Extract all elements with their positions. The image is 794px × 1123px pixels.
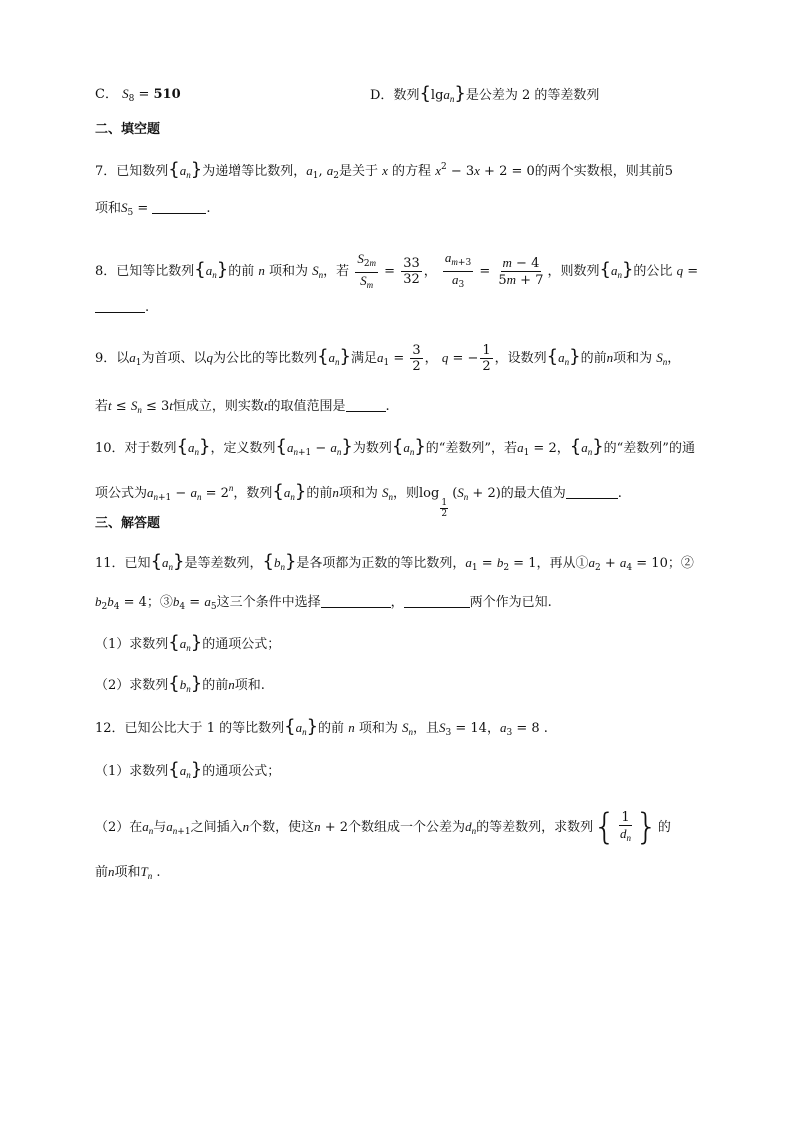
question-12-part-2: （2）在$a_n$与$a_{n+1}$之间插入n个数，使这n + 2个数组成一个公差为$d_n$的等差数列，求数列{ $\frac{1}{d_n}$ }的 bbox=[95, 806, 671, 848]
option-d: D．数列{lga$_n$}是公差为 2 的等差数列 bbox=[370, 83, 600, 104]
question-12-line-1: 12．已知公比大于 1 的等比数列$\{a_n\}$的前 n 项和为 $S_n$，且$S_3 = 14$，$a_3 = 8$ . bbox=[95, 716, 548, 738]
question-7-line-1: 7．已知数列$\{a_n\}$为递增等比数列，$a_1$, $a_2$是关于 x 的方程 $x^2 - 3x + 2 = 0$的两个实数根，则其前5 bbox=[95, 159, 674, 181]
question-8-line-1: 8．已知等比数列$\{a_n\}$的前 n 项和为 $S_n$，若 $\frac{S_{2m}}{S_m}$ = $\frac{33}{32}$ ， $\frac{a_{m+3}}{a_3}$ = $\frac{m - 4}{5m + 7}$ ，则数列$\{a_n\}$的公比 q = bbox=[95, 250, 699, 290]
question-12-line-3: 前n项和$T_n$ . bbox=[95, 864, 161, 881]
question-7-line-2: 项和$S_5$ = . bbox=[95, 200, 211, 218]
choice-blank-1[interactable] bbox=[321, 593, 391, 608]
answer-blank[interactable] bbox=[95, 298, 145, 313]
question-11-line-1: 11．已知$\{a_n\}$是等差数列，$\{b_n\}$是各项都为正数的等比数列，$a_1 = b_2 = 1$，再从$①a_2 + a_4 = 10$；② bbox=[95, 551, 694, 573]
question-11-part-2: （2）求数列$\{b_n\}$的前n项和. bbox=[95, 673, 265, 694]
choice-blank-2[interactable] bbox=[404, 593, 470, 608]
section-heading-solve: 三、解答题 bbox=[95, 516, 161, 531]
question-9-line-2: 若$t \le S_n \le 3t$恒成立，则实数t的取值范围是 . bbox=[95, 398, 390, 415]
question-10-line-2: 项公式为$a_{n+1} - a_n = 2^n$，数列$\{a_n\}$的前n项和为 $S_n$，则log $\frac{1}{2}$ $(S_n + 2)$的最大值为 . bbox=[95, 481, 622, 519]
answer-blank[interactable] bbox=[346, 397, 386, 412]
question-12-part-1: （1）求数列$\{a_n\}$的通项公式； bbox=[95, 759, 281, 780]
option-c: C． $S_8 = 510$ bbox=[95, 86, 181, 104]
question-11-part-1: （1）求数列$\{a_n\}$的通项公式； bbox=[95, 632, 281, 653]
question-11-line-2: $b_2b_4 = 4$；$③b_4 = a_5$这三个条件中选择 ， 两个作为已知. bbox=[95, 594, 552, 612]
question-8-line-2: . bbox=[95, 298, 149, 318]
section-heading-fill: 二、填空题 bbox=[95, 122, 161, 137]
question-9-line-1: 9．以$a_1$为首项、以q为公比的等比数列$\{a_n\}$满足$a_1$ = $\frac{3}{2}$ ， q = − $\frac{1}{2}$ ，设数列$\{a_n\}$的前n项和为 $S_n$， bbox=[95, 343, 681, 374]
answer-blank[interactable] bbox=[566, 484, 618, 499]
answer-blank[interactable] bbox=[152, 199, 206, 214]
question-10-line-1: 10．对于数列$\{a_n\}$，定义数列$\{a_{n+1} - a_n\}$为数列$\{a_n\}$的“差数列”，若$a_1 = 2$，$\{a_n\}$的“差数列”的通 bbox=[95, 436, 695, 458]
